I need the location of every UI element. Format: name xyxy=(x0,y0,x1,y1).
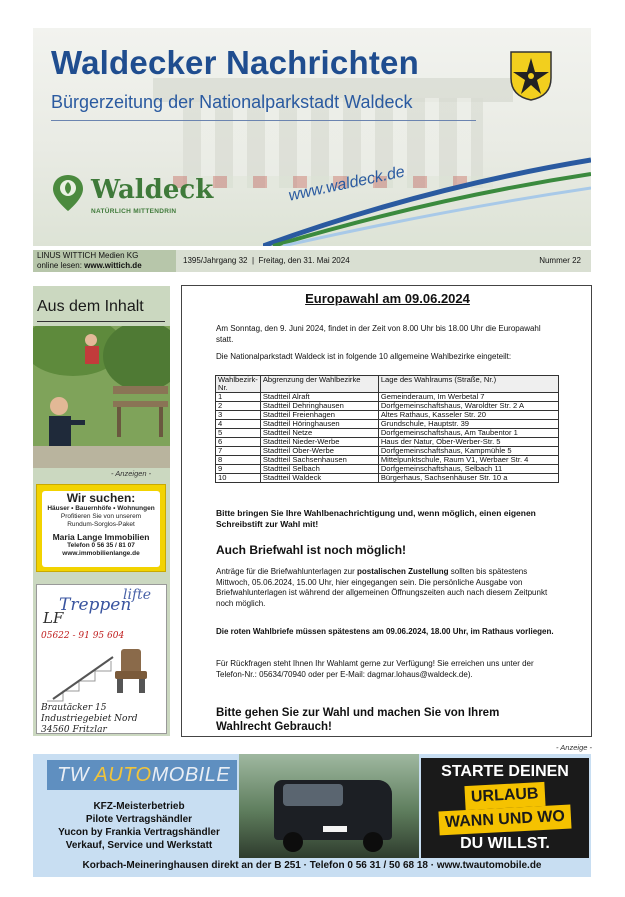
van-wheel xyxy=(283,832,303,852)
closing-appeal: Bitte gehen Sie zur Wahl und machen Sie von Ihrem Wahlrecht Gebrauch! xyxy=(216,707,500,733)
coat-of-arms-icon xyxy=(509,50,553,102)
cell-nr: 4 xyxy=(216,420,261,429)
briefwahl-text-c: sollten bis spätestens Mittwoch, 05.06.2024, 15.00 Uhr, hier eingegangen sein. Die persönliche Ausgabe von Briefwahlunterlagen ist während der allgemeinen Öffnungszeiten auch nach diesem Zeitpunkt noch möglich. xyxy=(216,567,548,608)
publisher-name: LINUS WITTICH Medien KG xyxy=(37,251,139,260)
briefwahl-paragraph xyxy=(216,567,556,609)
van-wheel xyxy=(363,832,383,852)
ad-maria-lange-inner xyxy=(42,491,160,567)
bottom-ad-label: - Anzeige - xyxy=(556,743,592,752)
van-windshield xyxy=(283,784,343,806)
cell-nr: 8 xyxy=(216,456,261,465)
publisher-box xyxy=(33,250,176,272)
table-header-row xyxy=(216,376,559,393)
cell-bezirk: Stadtteil Waldeck xyxy=(260,474,378,483)
article-europawahl xyxy=(181,285,592,737)
cell-bezirk: Stadtteil Nieder-Werbe xyxy=(260,438,378,447)
tw-automobile-logo xyxy=(47,760,237,790)
cell-bezirk: Stadtteil Sachsenhausen xyxy=(260,456,378,465)
tw-line: Verkauf, Service und Werkstatt xyxy=(65,840,213,851)
tw-line: Pilote Vertragshändler xyxy=(85,814,193,825)
treppe-initials: LF xyxy=(43,609,64,627)
cell-bezirk: Stadtteil Netze xyxy=(260,429,378,438)
wahlbezirke-table xyxy=(215,375,559,483)
cell-bezirk: Stadtteil Alraft xyxy=(260,393,378,402)
briefwahl-heading: Auch Briefwahl ist noch möglich! xyxy=(216,543,407,557)
treppe-street: Brautäcker 15 xyxy=(41,703,107,713)
col-header-nr: Wahlbezirk-Nr. xyxy=(216,376,261,393)
ad-line: Rundum-Sorglos-Paket xyxy=(67,521,135,528)
stairlift-chair-icon xyxy=(43,643,163,703)
treppe-lifte-text: lifte xyxy=(123,587,152,603)
logo-auto: AUTO xyxy=(94,764,152,786)
cell-wahlraum: Mittelpunktschule, Raum V1, Werbaer Str. 4 xyxy=(378,456,558,465)
masthead xyxy=(33,28,591,246)
ad-line: Profitieren Sie von unserem xyxy=(60,513,142,520)
article-title: Europawahl am 09.06.2024 xyxy=(305,291,470,306)
sidebar-divider xyxy=(37,321,165,322)
treppe-brand-text: Treppen xyxy=(59,595,132,615)
cell-nr: 7 xyxy=(216,447,261,456)
ad-company: Maria Lange Immobilien xyxy=(52,532,150,542)
slogan-highlight: WANN UND WO xyxy=(438,805,571,836)
tw-line: KFZ-Meisterbetrieb xyxy=(93,801,185,812)
ad-headline: Wir suchen: xyxy=(66,491,136,505)
table-row xyxy=(216,474,559,483)
online-url[interactable]: www.wittich.de xyxy=(84,261,142,270)
cell-nr: 1 xyxy=(216,393,261,402)
cell-wahlraum: Haus der Natur, Ober-Werber-Str. 5 xyxy=(378,438,558,447)
van-plate xyxy=(323,826,347,832)
sidebar-heading: Aus dem Inhalt xyxy=(37,298,144,315)
cell-wahlraum: Altes Rathaus, Kasseler Str. 20 xyxy=(378,411,558,420)
ad-phone: Telefon 0 56 35 / 81 07 xyxy=(67,542,135,549)
treppe-city: 34560 Fritzlar xyxy=(41,725,107,734)
ads-label: - Anzeigen - xyxy=(111,469,152,478)
slogan-box xyxy=(421,758,589,858)
cell-wahlraum: Gemeinderaum, Im Werbetal 7 xyxy=(378,393,558,402)
tw-services xyxy=(33,800,245,852)
newspaper-subtitle: Bürgerzeitung der Nationalparkstadt Waldeck xyxy=(51,92,413,112)
sidebar xyxy=(33,286,170,736)
van-photo xyxy=(239,754,419,858)
waldeck-logo-tagline: NATÜRLICH MITTENDRIN xyxy=(91,208,177,215)
photo-man-on-bench-image xyxy=(33,326,170,468)
cell-wahlraum: Grundschule, Hauptstr. 39 xyxy=(378,420,558,429)
ad-url[interactable]: www.immobilienlange.de xyxy=(62,550,140,557)
logo-tw: TW xyxy=(57,764,95,786)
cell-nr: 6 xyxy=(216,438,261,447)
treppe-phone: 05622 - 91 95 604 xyxy=(41,631,125,641)
cell-bezirk: Stadtteil Ober-Werbe xyxy=(260,447,378,456)
ad-line: Häuser • Bauernhöfe • Wohnungen xyxy=(47,505,155,512)
intro-paragraph: Am Sonntag, den 9. Juni 2024, findet in der Zeit von 8.00 Uhr bis 18.00 Uhr die Europawahl statt. xyxy=(216,324,541,344)
tw-line: Yucon by Frankia Vertragshändler xyxy=(58,827,220,838)
sidebar-photo xyxy=(33,326,170,468)
cell-nr: 3 xyxy=(216,411,261,420)
briefwahl-text-a: Anträge für die Briefwahlunterlagen zur xyxy=(216,567,357,576)
website-url[interactable]: www.waldeck.de xyxy=(287,163,407,205)
cell-wahlraum: Bürgerhaus, Sachsenhäuser Str. 10 a xyxy=(378,474,558,483)
cell-wahlraum: Dorfgemeinschaftshaus, Waroldter Str. 2 A xyxy=(378,402,558,411)
ad-treppenlifte[interactable] xyxy=(36,584,167,734)
col-header-wahlraum: Lage des Wahlraums (Straße, Nr.) xyxy=(378,376,558,393)
cell-bezirk: Stadtteil Freienhagen xyxy=(260,411,378,420)
tw-footer: Korbach-Meineringhausen direkt an der B 251 · Telefon 0 56 31 / 50 68 18 · www.twautomobile.de xyxy=(82,860,542,871)
ad-maria-lange[interactable] xyxy=(36,484,166,572)
col-header-bezirk: Abgrenzung der Wahlbezirke xyxy=(260,376,378,393)
cell-nr: 2 xyxy=(216,402,261,411)
online-label: online lesen: xyxy=(37,261,82,270)
cell-wahlraum: Dorfgemeinschaftshaus, Selbach 11 xyxy=(378,465,558,474)
issue-number: Nummer 22 xyxy=(539,256,581,265)
slogan-highlight: URLAUB xyxy=(465,782,546,810)
red-envelope-notice: Die roten Wahlbriefe müssen spätestens am 09.06.2024, 18.00 Uhr, im Rathaus vorliegen. xyxy=(216,627,554,636)
logo-mobile: MOBILE xyxy=(151,764,231,786)
slogan-line: STARTE DEINEN xyxy=(441,763,569,780)
waldeck-logo-text: Waldeck xyxy=(91,175,214,205)
briefwahl-text-bold: postalischen Zustellung xyxy=(356,567,449,576)
title-divider xyxy=(51,120,476,121)
slogan-line: DU WILLST. xyxy=(460,835,550,852)
cell-bezirk: Stadtteil Höringhausen xyxy=(260,420,378,429)
online-line xyxy=(37,261,172,271)
cell-bezirk: Stadtteil Selbach xyxy=(260,465,378,474)
treppe-area: Industriegebiet Nord xyxy=(41,714,138,724)
info-bar xyxy=(33,250,591,272)
cell-nr: 10 xyxy=(216,474,261,483)
ad-tw-automobile[interactable] xyxy=(33,754,591,877)
bring-notice: Bitte bringen Sie Ihre Wahlbenachrichtigung und, wenn möglich, einen eigenen Schreibstift zur Wahl mit! xyxy=(216,508,536,529)
cell-nr: 5 xyxy=(216,429,261,438)
cell-bezirk: Stadtteil Dehringhausen xyxy=(260,402,378,411)
issue-info: 1395/Jahrgang 32 | Freitag, den 31. Mai 2024 xyxy=(183,256,350,265)
newspaper-title: Waldecker Nachrichten xyxy=(51,44,419,81)
contact-paragraph: Für Rückfragen steht Ihnen Ihr Wahlamt gerne zur Verfügung! Sie erreichen uns unter der Telefon-Nr.: 05634/70940 oder per E-Mail: dagmar.lohaus@waldeck.de). xyxy=(216,659,534,679)
intro-paragraph-2: Die Nationalparkstadt Waldeck ist in folgende 10 allgemeine Wahlbezirke eingeteilt: xyxy=(216,352,512,361)
cell-wahlraum: Dorfgemeinschaftshaus, Kampmühle 5 xyxy=(378,447,558,456)
cell-nr: 9 xyxy=(216,465,261,474)
waldeck-logo-pin-icon xyxy=(51,173,85,213)
treppe-address xyxy=(41,703,138,734)
cell-wahlraum: Dorfgemeinschaftshaus, Am Taubentor 1 xyxy=(378,429,558,438)
